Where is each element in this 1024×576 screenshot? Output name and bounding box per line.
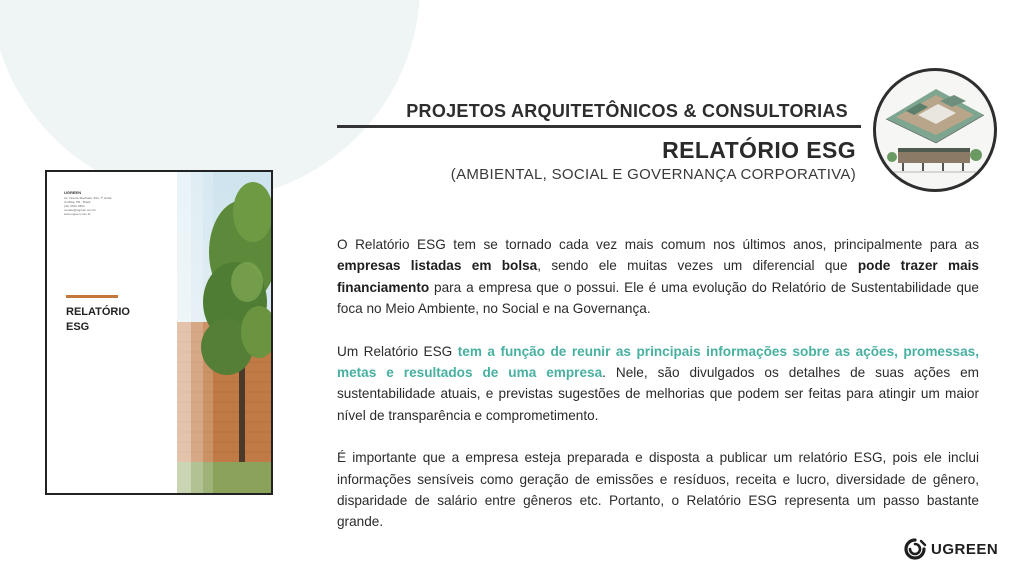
body-text (337, 234, 979, 554)
text-run: para a empresa que o possui. Ele é uma evolução do Relatório de Sustentabilidade que foca no Meio Ambiente, no Social e na Governança. (337, 279, 979, 317)
building-illustration (873, 68, 997, 192)
report-title: RELATÓRIO ESG (662, 137, 856, 163)
cover-title: RELATÓRIO ESG (66, 306, 130, 333)
ugreen-swirl-icon (903, 538, 927, 560)
bold-text: empresas listadas em bolsa (337, 258, 538, 274)
paragraph (337, 341, 979, 427)
text-run: , sendo ele muitas vezes um diferencial que (537, 258, 858, 274)
cover-address: Av. Vicente Machado, 664, 7º andar Curitiba, PR - Brasil (41) 3013-3394 contato@ugreen.com.br www.ugreen.com.br (64, 196, 112, 216)
text-run: O Relatório ESG tem se tornado cada vez mais comum nos últimos anos, principalmente para as (337, 237, 979, 252)
highlighted-text: tem a função de reunir as principais informações sobre as ações, promessas, metas e resultados de uma empresa (337, 343, 979, 381)
header (336, 101, 856, 122)
cover-accent-bar (66, 295, 118, 298)
text-run: Um Relatório ESG (337, 343, 458, 359)
paragraph (337, 234, 979, 320)
bold-text: pode trazer mais financiamento (337, 258, 979, 295)
report-subtitle: (AMBIENTAL, SOCIAL E GOVERNANÇA CORPORATIVA) (450, 166, 856, 183)
cover-company-name: UGREEN (64, 190, 82, 195)
report-cover-thumbnail (45, 170, 273, 495)
paragraph (337, 447, 979, 533)
logo-text: UGREEN (931, 540, 999, 558)
ugreen-logo (903, 538, 998, 560)
cover-photo (177, 172, 273, 495)
projects-title: PROJETOS ARQUITETÔNICOS & CONSULTORIAS (406, 101, 848, 121)
text-run: . Nele, são divulgados os detalhes de suas ações em sustentabilidade atuais, e previstas sugestões de melhorias que podem ser feitas para atingir um maior nível de transparência e comprometimento. (337, 365, 979, 423)
text-run: É importante que a empresa esteja preparada e disposta a publicar um relatório ESG, pois ele inclui informações sensíveis como geração de emissões e resíduos, receita e lucro, diversidade de gênero, disparidade de salário entre gêneros etc. Portanto, o Relatório ESG representa um passo bastante grande. (337, 450, 979, 530)
header-divider (337, 125, 861, 128)
